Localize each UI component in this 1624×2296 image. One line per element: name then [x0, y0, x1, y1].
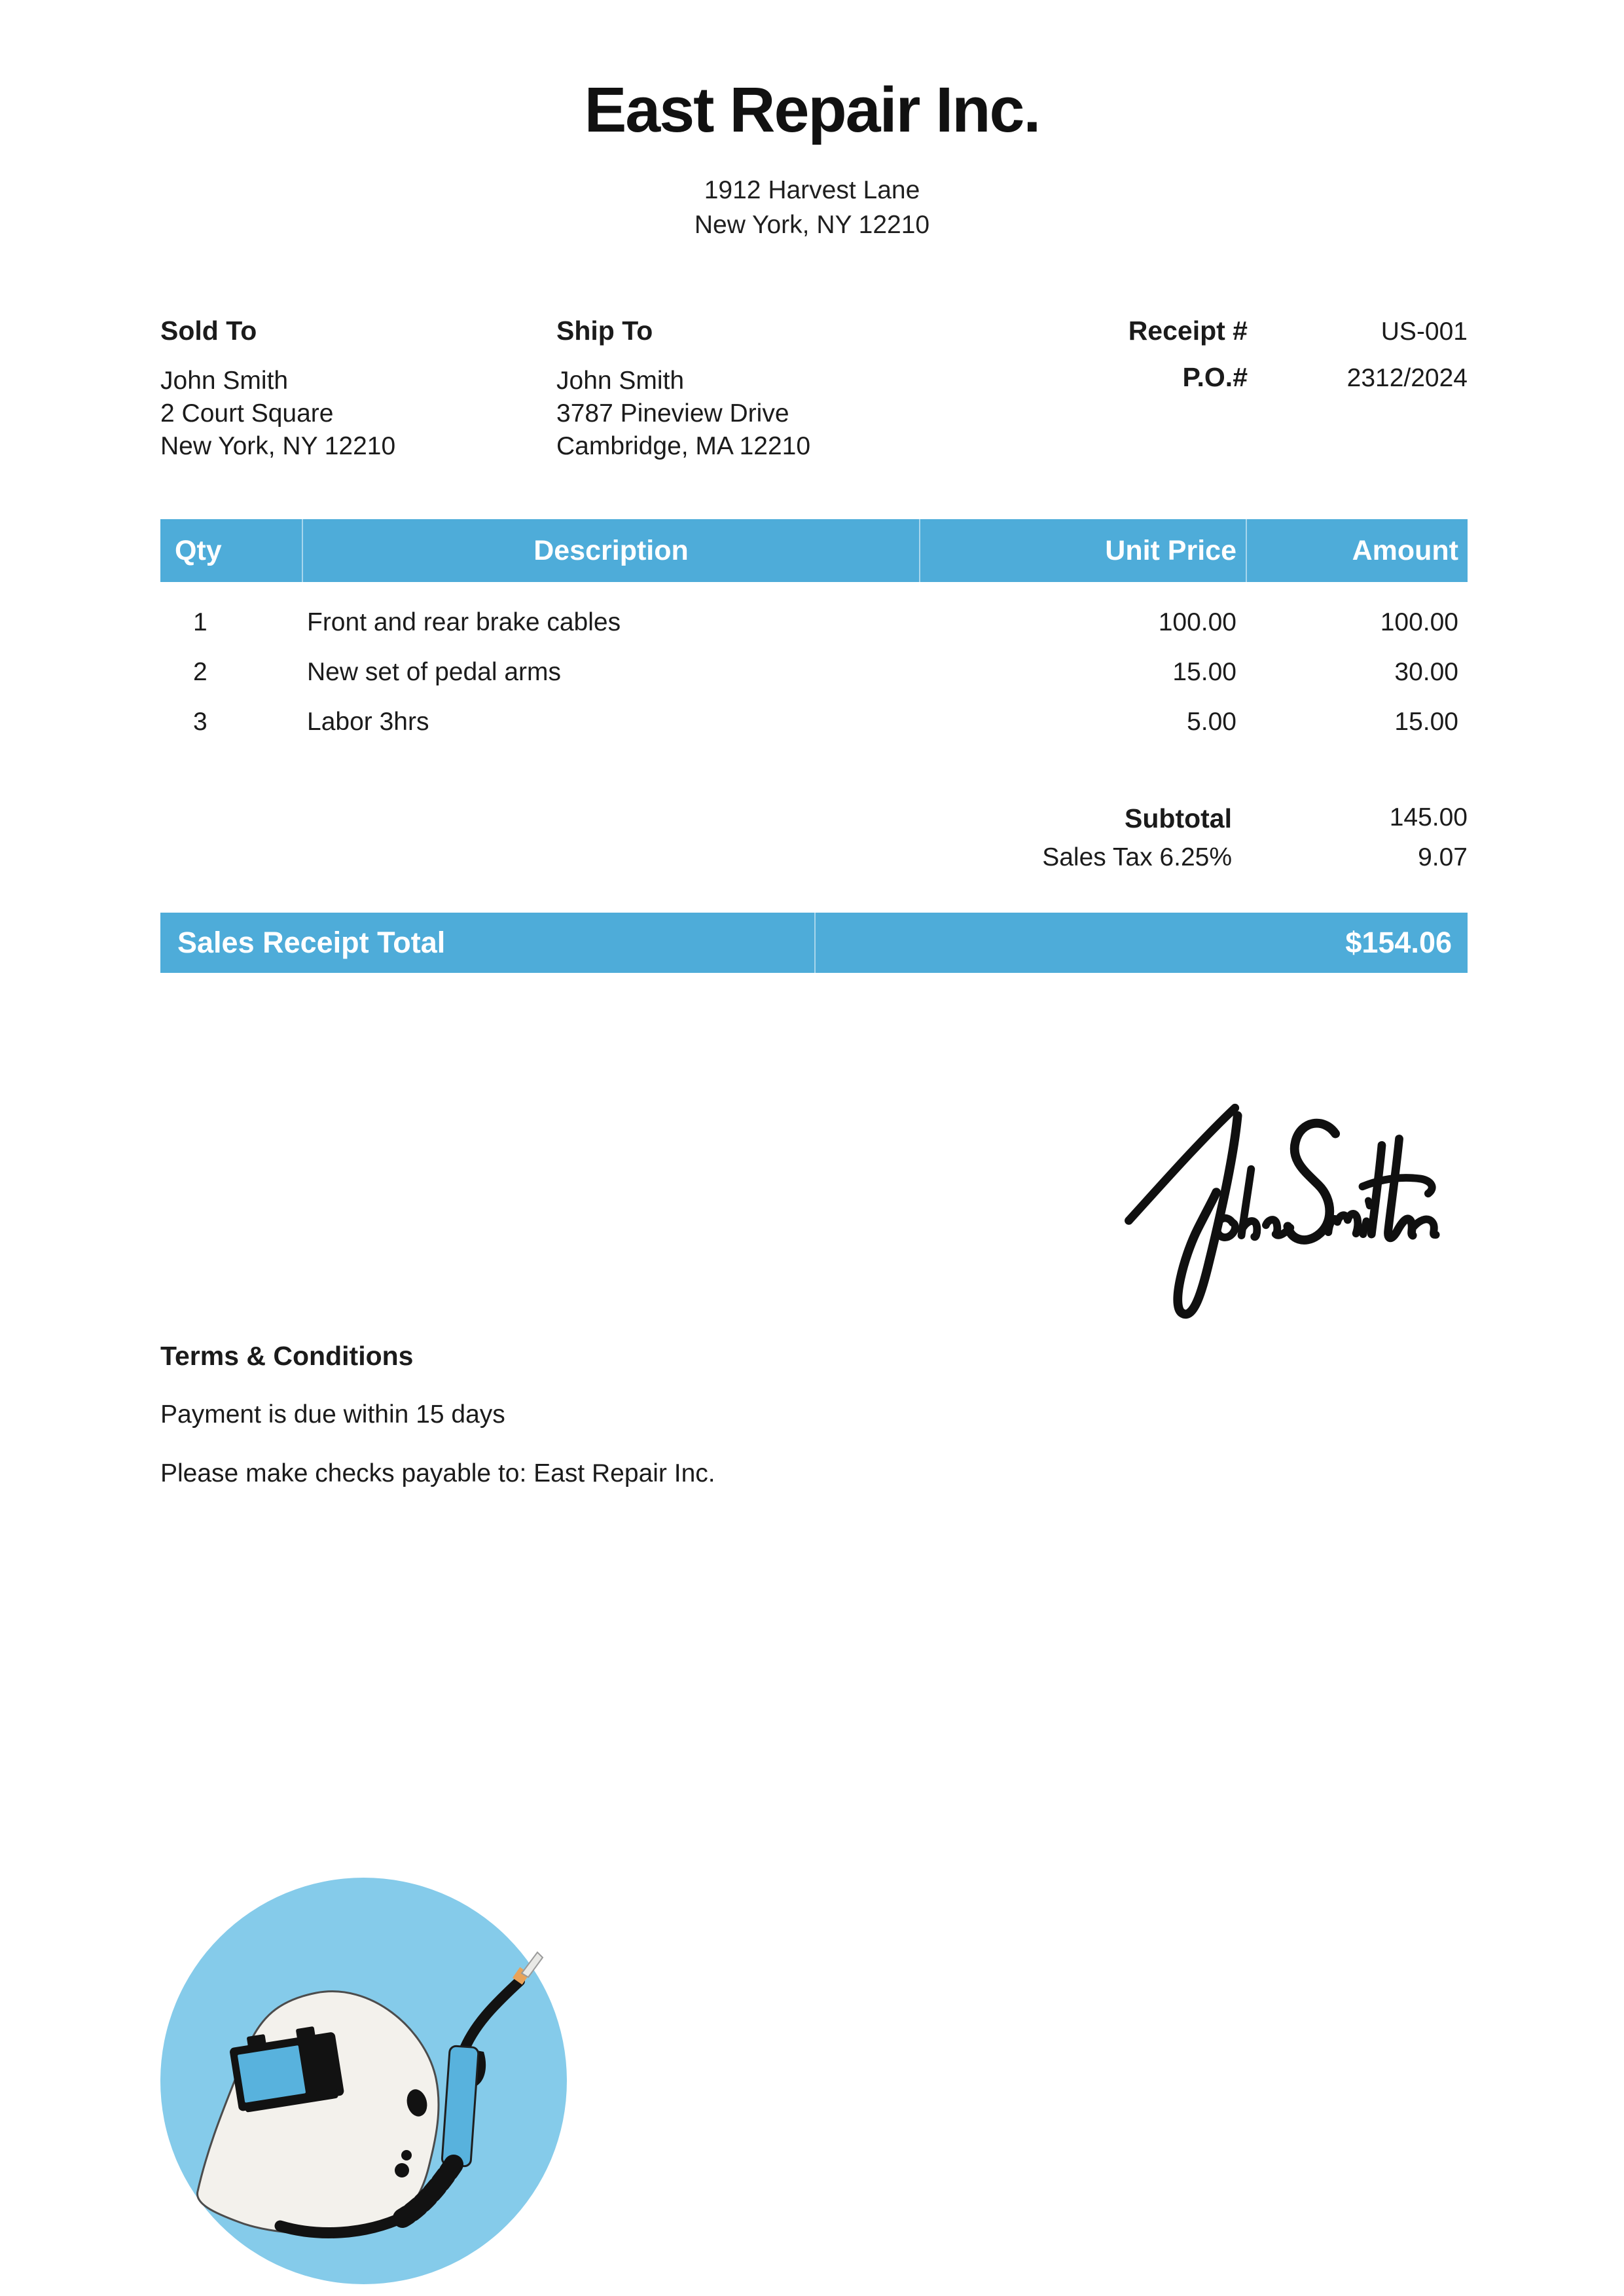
total-bar-value: $154.06	[1345, 926, 1452, 959]
sold-to-block	[160, 316, 556, 463]
table-row	[160, 647, 1468, 697]
po-number-value: 2312/2024	[1346, 364, 1468, 392]
table-header-row	[160, 519, 1468, 582]
sales-tax-value: 9.07	[1418, 843, 1468, 871]
header-amount: Amount	[1246, 519, 1468, 582]
row-description: Labor 3hrs	[307, 708, 429, 736]
sold-to-line-3: New York, NY 12210	[160, 432, 396, 460]
ship-to-line-1: John Smith	[556, 367, 685, 395]
parties-and-meta-section	[160, 316, 1468, 463]
sold-to-address	[160, 365, 556, 463]
row-description: Front and rear brake cables	[307, 608, 621, 636]
terms-line-2: Please make checks payable to: East Repair Inc.	[160, 1459, 715, 1487]
terms-line-1: Payment is due within 15 days	[160, 1400, 505, 1429]
sold-to-line-1: John Smith	[160, 367, 289, 395]
row-unit-price: 5.00	[1187, 708, 1236, 736]
po-number-label: P.O.#	[1182, 362, 1248, 392]
company-address-line-2: New York, NY 12210	[694, 211, 930, 239]
row-qty: 2	[193, 658, 208, 686]
row-description: New set of pedal arms	[307, 658, 562, 686]
total-bar-divider	[814, 913, 816, 973]
ship-to-line-2: 3787 Pineview Drive	[556, 399, 789, 428]
header-unit-price: Unit Price	[919, 519, 1246, 582]
subtotal-label: Subtotal	[1125, 803, 1232, 833]
ship-to-address	[556, 365, 923, 463]
company-address-line-1: 1912 Harvest Lane	[704, 176, 920, 204]
row-amount: 100.00	[1380, 608, 1458, 636]
sales-tax-label: Sales Tax 6.25%	[1042, 843, 1232, 871]
table-row	[160, 598, 1468, 647]
receipt-number-value: US-001	[1380, 318, 1468, 346]
row-amount: 15.00	[1394, 708, 1458, 736]
signature	[1106, 1067, 1499, 1329]
john-smith-signature-icon	[1106, 1067, 1499, 1329]
terms-heading: Terms & Conditions	[160, 1341, 414, 1371]
receipt-meta-block	[1128, 316, 1468, 393]
table-row	[160, 697, 1468, 747]
welding-helmet-icon	[160, 1878, 567, 2284]
ship-to-line-3: Cambridge, MA 12210	[556, 432, 811, 460]
row-amount: 30.00	[1394, 658, 1458, 686]
sold-to-line-2: 2 Court Square	[160, 399, 334, 428]
total-bar-label: Sales Receipt Total	[177, 926, 446, 959]
ship-to-block	[556, 316, 923, 463]
subtotal-value: 145.00	[1389, 803, 1468, 831]
document-header	[0, 0, 1624, 242]
terms-section	[160, 1341, 1142, 1518]
company-name: East Repair Inc.	[584, 74, 1040, 145]
sales-receipt-total-bar	[160, 913, 1468, 973]
company-address	[0, 173, 1624, 242]
receipt-number-label: Receipt #	[1128, 316, 1248, 346]
header-description: Description	[302, 519, 919, 582]
row-unit-price: 15.00	[1172, 658, 1236, 686]
header-qty: Qty	[175, 534, 222, 566]
line-items-table	[160, 519, 1468, 747]
row-qty: 1	[193, 608, 208, 636]
table-body	[160, 582, 1468, 747]
sold-to-heading: Sold To	[160, 316, 257, 346]
ship-to-heading: Ship To	[556, 316, 653, 346]
company-logo	[160, 1878, 567, 2284]
row-qty: 3	[193, 708, 208, 736]
row-unit-price: 100.00	[1158, 608, 1236, 636]
totals-section	[160, 803, 1468, 872]
